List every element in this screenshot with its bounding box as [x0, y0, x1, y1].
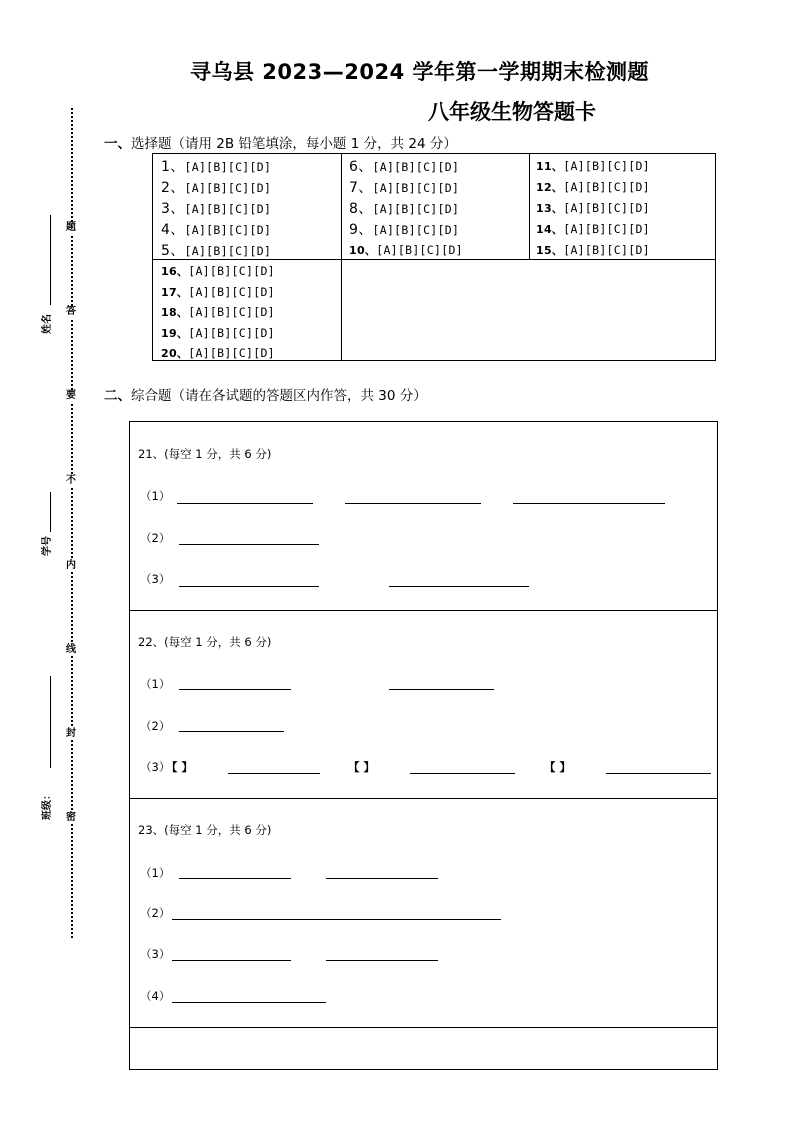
q22-bracket[interactable]: 【 】: [544, 760, 572, 774]
choice-row[interactable]: 1、[A][B][C][D]: [161, 159, 272, 175]
q21-part3-blank[interactable]: [389, 586, 529, 587]
section1-number: 一、: [104, 136, 131, 152]
section1-text: 选择题（请用 2B 铅笔填涂，每小题 1 分，共 24 分）: [131, 136, 457, 152]
choice-row[interactable]: 13、[A][B][C][D]: [536, 201, 650, 215]
comprehensive-answer-area: [129, 421, 718, 1070]
seal-char: 密: [66, 812, 76, 823]
q22-bracket[interactable]: 【 】: [348, 760, 376, 774]
seal-char: 要: [66, 390, 76, 401]
q21-part1-blank[interactable]: [345, 503, 481, 504]
choice-row[interactable]: 10、[A][B][C][D]: [349, 243, 463, 257]
q22-part1-blank[interactable]: [389, 689, 494, 690]
choice-row[interactable]: 2、[A][B][C][D]: [161, 180, 272, 196]
q23-part1-label: （1）: [140, 866, 171, 880]
q21-part3-label: （3）: [140, 572, 171, 586]
q23-part2-label: （2）: [140, 906, 171, 920]
choice-row[interactable]: 16、[A][B][C][D]: [161, 264, 275, 278]
q21-part2-label: （2）: [140, 531, 171, 545]
seal-char: 线: [66, 644, 76, 655]
q23-part2-blank[interactable]: [172, 919, 501, 920]
seal-char: 不: [66, 475, 76, 486]
grid-divider: [529, 154, 530, 259]
q21-title: 21、(每空 1 分，共 6 分): [138, 447, 272, 461]
q22-part3-blank[interactable]: [228, 773, 320, 774]
choice-row[interactable]: 8、[A][B][C][D]: [349, 201, 460, 217]
q23-title: 23、(每空 1 分，共 6 分): [138, 823, 272, 837]
exam-title: 寻乌县 2023—2024 学年第一学期期末检测题: [190, 60, 650, 84]
q22-bracket[interactable]: 【 】: [166, 760, 194, 774]
name-label: 姓名: [42, 314, 53, 334]
question-divider: [130, 610, 717, 611]
student-no-label: 学号: [42, 536, 53, 556]
q22-part3-blank[interactable]: [606, 773, 711, 774]
choice-row[interactable]: 7、[A][B][C][D]: [349, 180, 460, 196]
q23-part4-blank[interactable]: [172, 1002, 326, 1003]
student-no-write-line[interactable]: [50, 492, 51, 532]
choice-row[interactable]: 5、[A][B][C][D]: [161, 243, 272, 259]
q23-part3-blank[interactable]: [326, 960, 438, 961]
q21-part3-blank[interactable]: [179, 586, 319, 587]
q22-part3-label: （3）: [140, 760, 171, 774]
q22-title: 22、(每空 1 分，共 6 分): [138, 635, 272, 649]
choice-row[interactable]: 20、[A][B][C][D]: [161, 346, 275, 360]
name-write-line[interactable]: [50, 215, 51, 305]
choice-answer-grid: [152, 153, 716, 361]
q23-part3-label: （3）: [140, 947, 171, 961]
section1-heading: [104, 132, 457, 152]
q21-part1-label: （1）: [140, 489, 171, 503]
seal-char: 答: [66, 306, 76, 317]
q21-part2-blank[interactable]: [179, 544, 319, 545]
class-write-line[interactable]: [50, 676, 51, 768]
choice-row[interactable]: 17、[A][B][C][D]: [161, 285, 275, 299]
seal-char: 内: [66, 560, 76, 571]
question-divider: [130, 1027, 717, 1028]
choice-row[interactable]: 12、[A][B][C][D]: [536, 180, 650, 194]
answer-card-title: 八年级生物答题卡: [428, 100, 596, 124]
choice-row[interactable]: 19、[A][B][C][D]: [161, 326, 275, 340]
section2-heading: [104, 384, 427, 404]
q23-part1-blank[interactable]: [179, 878, 291, 879]
grid-divider: [341, 154, 342, 360]
section2-text: 综合题（请在各试题的答题区内作答，共 30 分）: [131, 388, 427, 404]
q22-part3-blank[interactable]: [410, 773, 515, 774]
choice-row[interactable]: 9、[A][B][C][D]: [349, 222, 460, 238]
choice-row[interactable]: 4、[A][B][C][D]: [161, 222, 272, 238]
choice-row[interactable]: 6、[A][B][C][D]: [349, 159, 460, 175]
q22-part2-label: （2）: [140, 719, 171, 733]
q22-part2-blank[interactable]: [179, 731, 284, 732]
q22-part1-blank[interactable]: [179, 689, 291, 690]
class-label: 班级：: [42, 790, 53, 820]
q23-part3-blank[interactable]: [172, 960, 291, 961]
q21-part1-blank[interactable]: [177, 503, 313, 504]
choice-row[interactable]: 15、[A][B][C][D]: [536, 243, 650, 257]
section2-number: 二、: [104, 388, 131, 404]
seal-char: 封: [66, 728, 76, 739]
choice-row[interactable]: 11、[A][B][C][D]: [536, 159, 650, 173]
q21-part1-blank[interactable]: [513, 503, 665, 504]
question-divider: [130, 798, 717, 799]
q22-part1-label: （1）: [140, 677, 171, 691]
seal-char: 题: [66, 222, 76, 233]
choice-row[interactable]: 18、[A][B][C][D]: [161, 305, 275, 319]
q23-part4-label: （4）: [140, 989, 171, 1003]
choice-row[interactable]: 3、[A][B][C][D]: [161, 201, 272, 217]
q23-part1-blank[interactable]: [326, 878, 438, 879]
choice-row[interactable]: 14、[A][B][C][D]: [536, 222, 650, 236]
